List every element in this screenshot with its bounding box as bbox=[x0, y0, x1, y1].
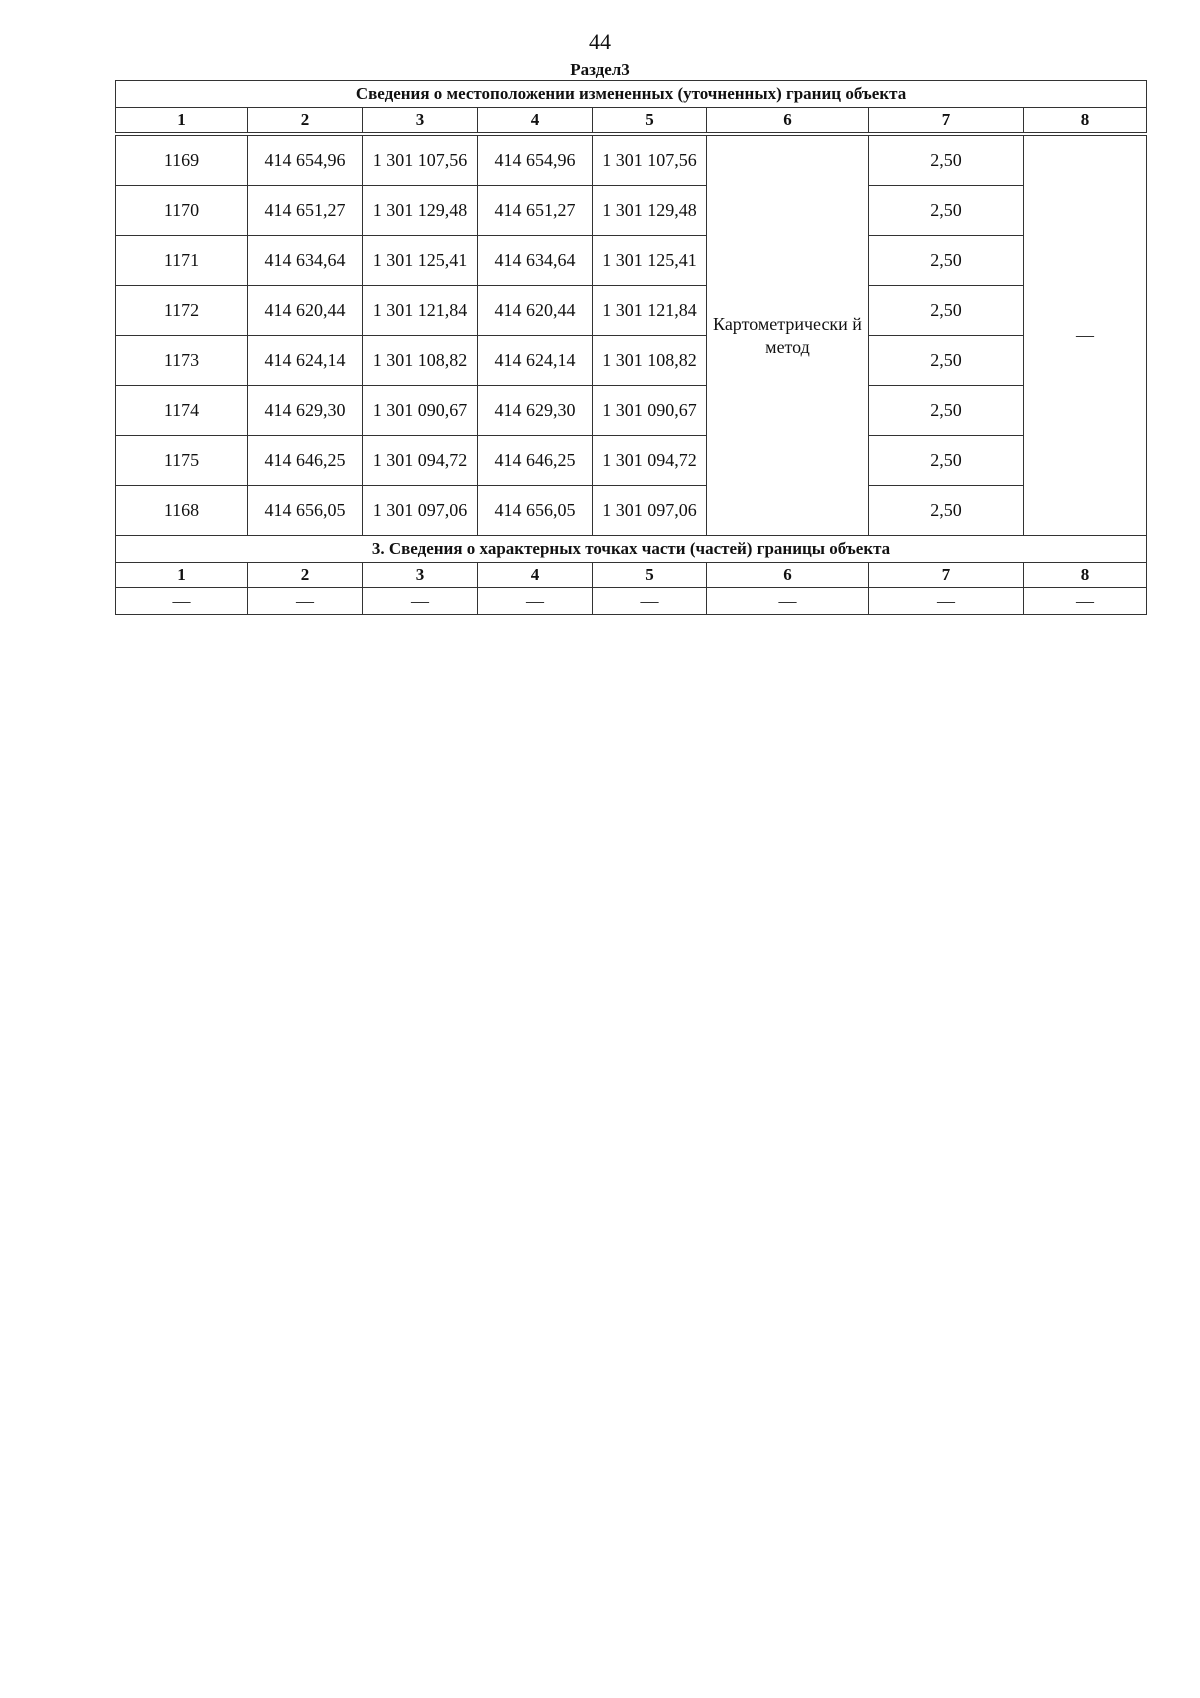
coord-x-existing: 414 629,30 bbox=[248, 386, 363, 436]
empty-cell: — bbox=[593, 588, 707, 615]
accuracy-value: 2,50 bbox=[869, 336, 1024, 386]
point-number: 1172 bbox=[116, 286, 248, 336]
method-cell: Картометрически й метод bbox=[707, 136, 869, 536]
coord-x-new: 414 629,30 bbox=[478, 386, 593, 436]
coord-y-new: 1 301 121,84 bbox=[593, 286, 707, 336]
coord-y-new: 1 301 090,67 bbox=[593, 386, 707, 436]
column-number: 2 bbox=[248, 108, 363, 133]
coord-y-existing: 1 301 125,41 bbox=[363, 236, 478, 286]
accuracy-value: 2,50 bbox=[869, 286, 1024, 336]
section-title: Раздел3 bbox=[570, 60, 630, 79]
coord-x-new: 414 634,64 bbox=[478, 236, 593, 286]
column-number: 8 bbox=[1024, 108, 1147, 133]
coord-y-new: 1 301 125,41 bbox=[593, 236, 707, 286]
coord-y-new: 1 301 108,82 bbox=[593, 336, 707, 386]
coord-x-new: 414 656,05 bbox=[478, 486, 593, 536]
coord-x-new: 414 654,96 bbox=[478, 136, 593, 186]
column-number: 4 bbox=[478, 563, 593, 588]
empty-cell: — bbox=[363, 588, 478, 615]
page-number: 44 bbox=[589, 29, 611, 54]
column-number: 6 bbox=[707, 563, 869, 588]
column-number: 7 bbox=[869, 108, 1024, 133]
column-number: 3 bbox=[363, 108, 478, 133]
coord-y-new: 1 301 107,56 bbox=[593, 136, 707, 186]
accuracy-value: 2,50 bbox=[869, 136, 1024, 186]
accuracy-value: 2,50 bbox=[869, 186, 1024, 236]
point-number: 1171 bbox=[116, 236, 248, 286]
boundary-table bbox=[115, 80, 1147, 615]
coord-x-existing: 414 634,64 bbox=[248, 236, 363, 286]
table-row bbox=[116, 286, 1147, 336]
coord-x-existing: 414 646,25 bbox=[248, 436, 363, 486]
coord-y-new: 1 301 097,06 bbox=[593, 486, 707, 536]
coord-y-existing: 1 301 121,84 bbox=[363, 286, 478, 336]
empty-cell: — bbox=[707, 588, 869, 615]
table-row bbox=[116, 186, 1147, 236]
column-number: 3 bbox=[363, 563, 478, 588]
empty-cell: — bbox=[869, 588, 1024, 615]
column-number: 8 bbox=[1024, 563, 1147, 588]
coord-y-existing: 1 301 094,72 bbox=[363, 436, 478, 486]
table-row bbox=[116, 436, 1147, 486]
col8-dash: — bbox=[1024, 136, 1147, 536]
point-number: 1173 bbox=[116, 336, 248, 386]
accuracy-value: 2,50 bbox=[869, 386, 1024, 436]
column-number: 2 bbox=[248, 563, 363, 588]
empty-cell: — bbox=[478, 588, 593, 615]
accuracy-value: 2,50 bbox=[869, 236, 1024, 286]
coord-x-new: 414 624,14 bbox=[478, 336, 593, 386]
point-number: 1170 bbox=[116, 186, 248, 236]
coord-x-new: 414 646,25 bbox=[478, 436, 593, 486]
column-number: 1 bbox=[116, 563, 248, 588]
point-number: 1175 bbox=[116, 436, 248, 486]
table-row bbox=[116, 588, 1147, 615]
point-number: 1168 bbox=[116, 486, 248, 536]
coord-y-new: 1 301 094,72 bbox=[593, 436, 707, 486]
coord-y-existing: 1 301 090,67 bbox=[363, 386, 478, 436]
point-number: 1169 bbox=[116, 136, 248, 186]
column-number: 1 bbox=[116, 108, 248, 133]
column-number: 5 bbox=[593, 108, 707, 133]
table-row bbox=[116, 136, 1147, 186]
empty-cell: — bbox=[248, 588, 363, 615]
coord-y-existing: 1 301 108,82 bbox=[363, 336, 478, 386]
coord-x-existing: 414 654,96 bbox=[248, 136, 363, 186]
block2-column-numbers bbox=[116, 563, 1147, 588]
empty-cell: — bbox=[116, 588, 248, 615]
accuracy-value: 2,50 bbox=[869, 486, 1024, 536]
coord-y-existing: 1 301 129,48 bbox=[363, 186, 478, 236]
block1-caption: Сведения о местоположении измененных (уточненных) границ объекта bbox=[116, 81, 1147, 108]
coord-x-existing: 414 624,14 bbox=[248, 336, 363, 386]
table-row bbox=[116, 386, 1147, 436]
coord-y-existing: 1 301 107,56 bbox=[363, 136, 478, 186]
column-number: 6 bbox=[707, 108, 869, 133]
coord-x-existing: 414 651,27 bbox=[248, 186, 363, 236]
coord-x-existing: 414 656,05 bbox=[248, 486, 363, 536]
coord-x-new: 414 620,44 bbox=[478, 286, 593, 336]
table-row bbox=[116, 336, 1147, 386]
point-number: 1174 bbox=[116, 386, 248, 436]
coord-x-existing: 414 620,44 bbox=[248, 286, 363, 336]
column-number: 5 bbox=[593, 563, 707, 588]
column-number: 7 bbox=[869, 563, 1024, 588]
coord-y-new: 1 301 129,48 bbox=[593, 186, 707, 236]
accuracy-value: 2,50 bbox=[869, 436, 1024, 486]
block2-caption: 3. Сведения о характерных точках части (частей) границы объекта bbox=[116, 536, 1147, 563]
block1-column-numbers bbox=[116, 108, 1147, 133]
table-row bbox=[116, 486, 1147, 536]
empty-cell: — bbox=[1024, 588, 1147, 615]
column-number: 4 bbox=[478, 108, 593, 133]
coord-y-existing: 1 301 097,06 bbox=[363, 486, 478, 536]
table-row bbox=[116, 236, 1147, 286]
coord-x-new: 414 651,27 bbox=[478, 186, 593, 236]
